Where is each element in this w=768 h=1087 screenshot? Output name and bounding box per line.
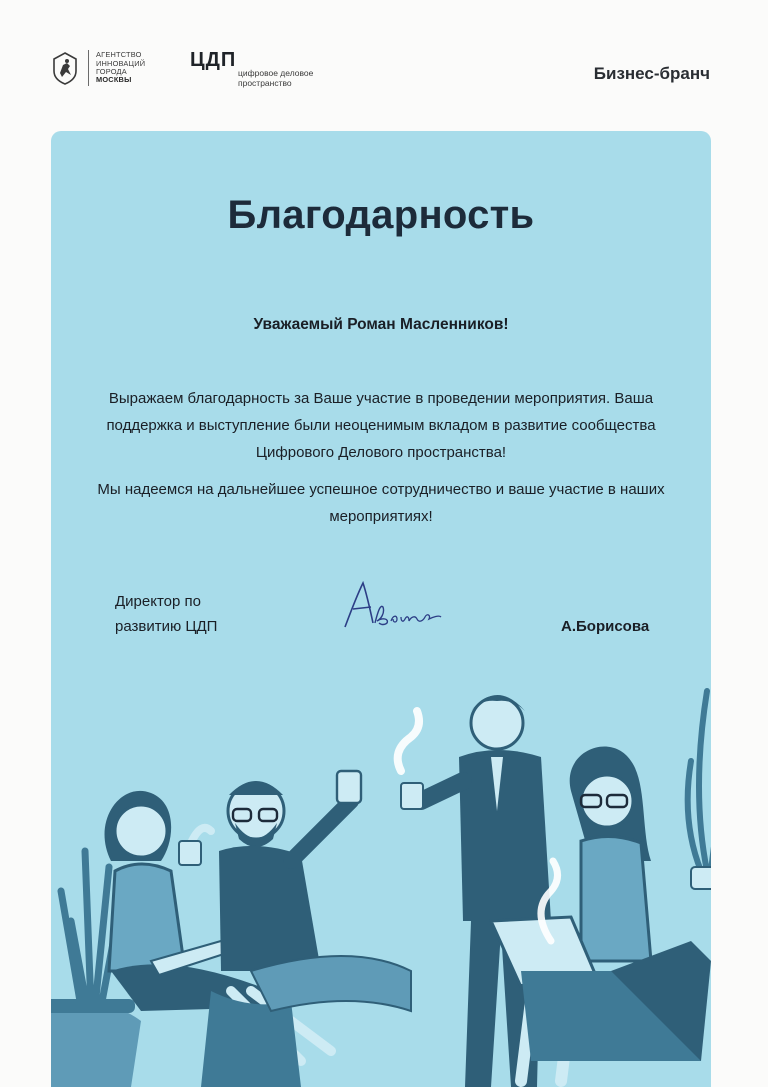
director-line: развитию ЦДП xyxy=(115,618,218,635)
signer-name: А.Борисова xyxy=(561,618,650,635)
cdp-subtitle-line: цифровое деловое xyxy=(238,68,314,78)
agency-name xyxy=(96,51,145,85)
right-plant-icon xyxy=(688,691,711,889)
agency-line: ГОРОДА xyxy=(96,67,127,76)
director-title xyxy=(115,589,217,639)
certificate-card xyxy=(51,131,711,1087)
bearded-man-icon xyxy=(179,771,411,1087)
agency-line: ИННОВАЦИЙ xyxy=(96,58,146,68)
director-line: Директор по xyxy=(115,593,201,610)
body-paragraph: Выражаем благодарность за Ваше участие в проведении мероприятия. Ваша поддержка и выступление были неоценимым вкладом в развитие сообщества Цифрового Делового пространства! xyxy=(106,390,656,461)
body-paragraph: Мы надеемся на дальнейшее успешное сотрудничество и ваше участие в наших мероприятиях! xyxy=(97,481,665,525)
cdp-subtitle-line: пространство xyxy=(238,78,292,88)
agency-logo xyxy=(50,50,145,86)
office-people-illustration xyxy=(51,671,711,1087)
cdp-mark: ЦДП xyxy=(190,49,237,71)
logo-divider xyxy=(88,50,89,86)
greeting: Уважаемый Роман Масленников! xyxy=(253,316,509,333)
event-name: Бизнес-бранч xyxy=(593,64,710,83)
cdp-logo xyxy=(190,50,313,88)
certificate-title: Благодарность xyxy=(227,193,535,237)
moscow-emblem-icon xyxy=(50,51,80,85)
agency-line: МОСКВЫ xyxy=(96,75,132,85)
certificate-body xyxy=(91,385,671,540)
cdp-subtitle xyxy=(238,68,313,88)
handwritten-signature xyxy=(337,577,447,637)
agency-line: АГЕНТСТВО xyxy=(96,50,142,60)
